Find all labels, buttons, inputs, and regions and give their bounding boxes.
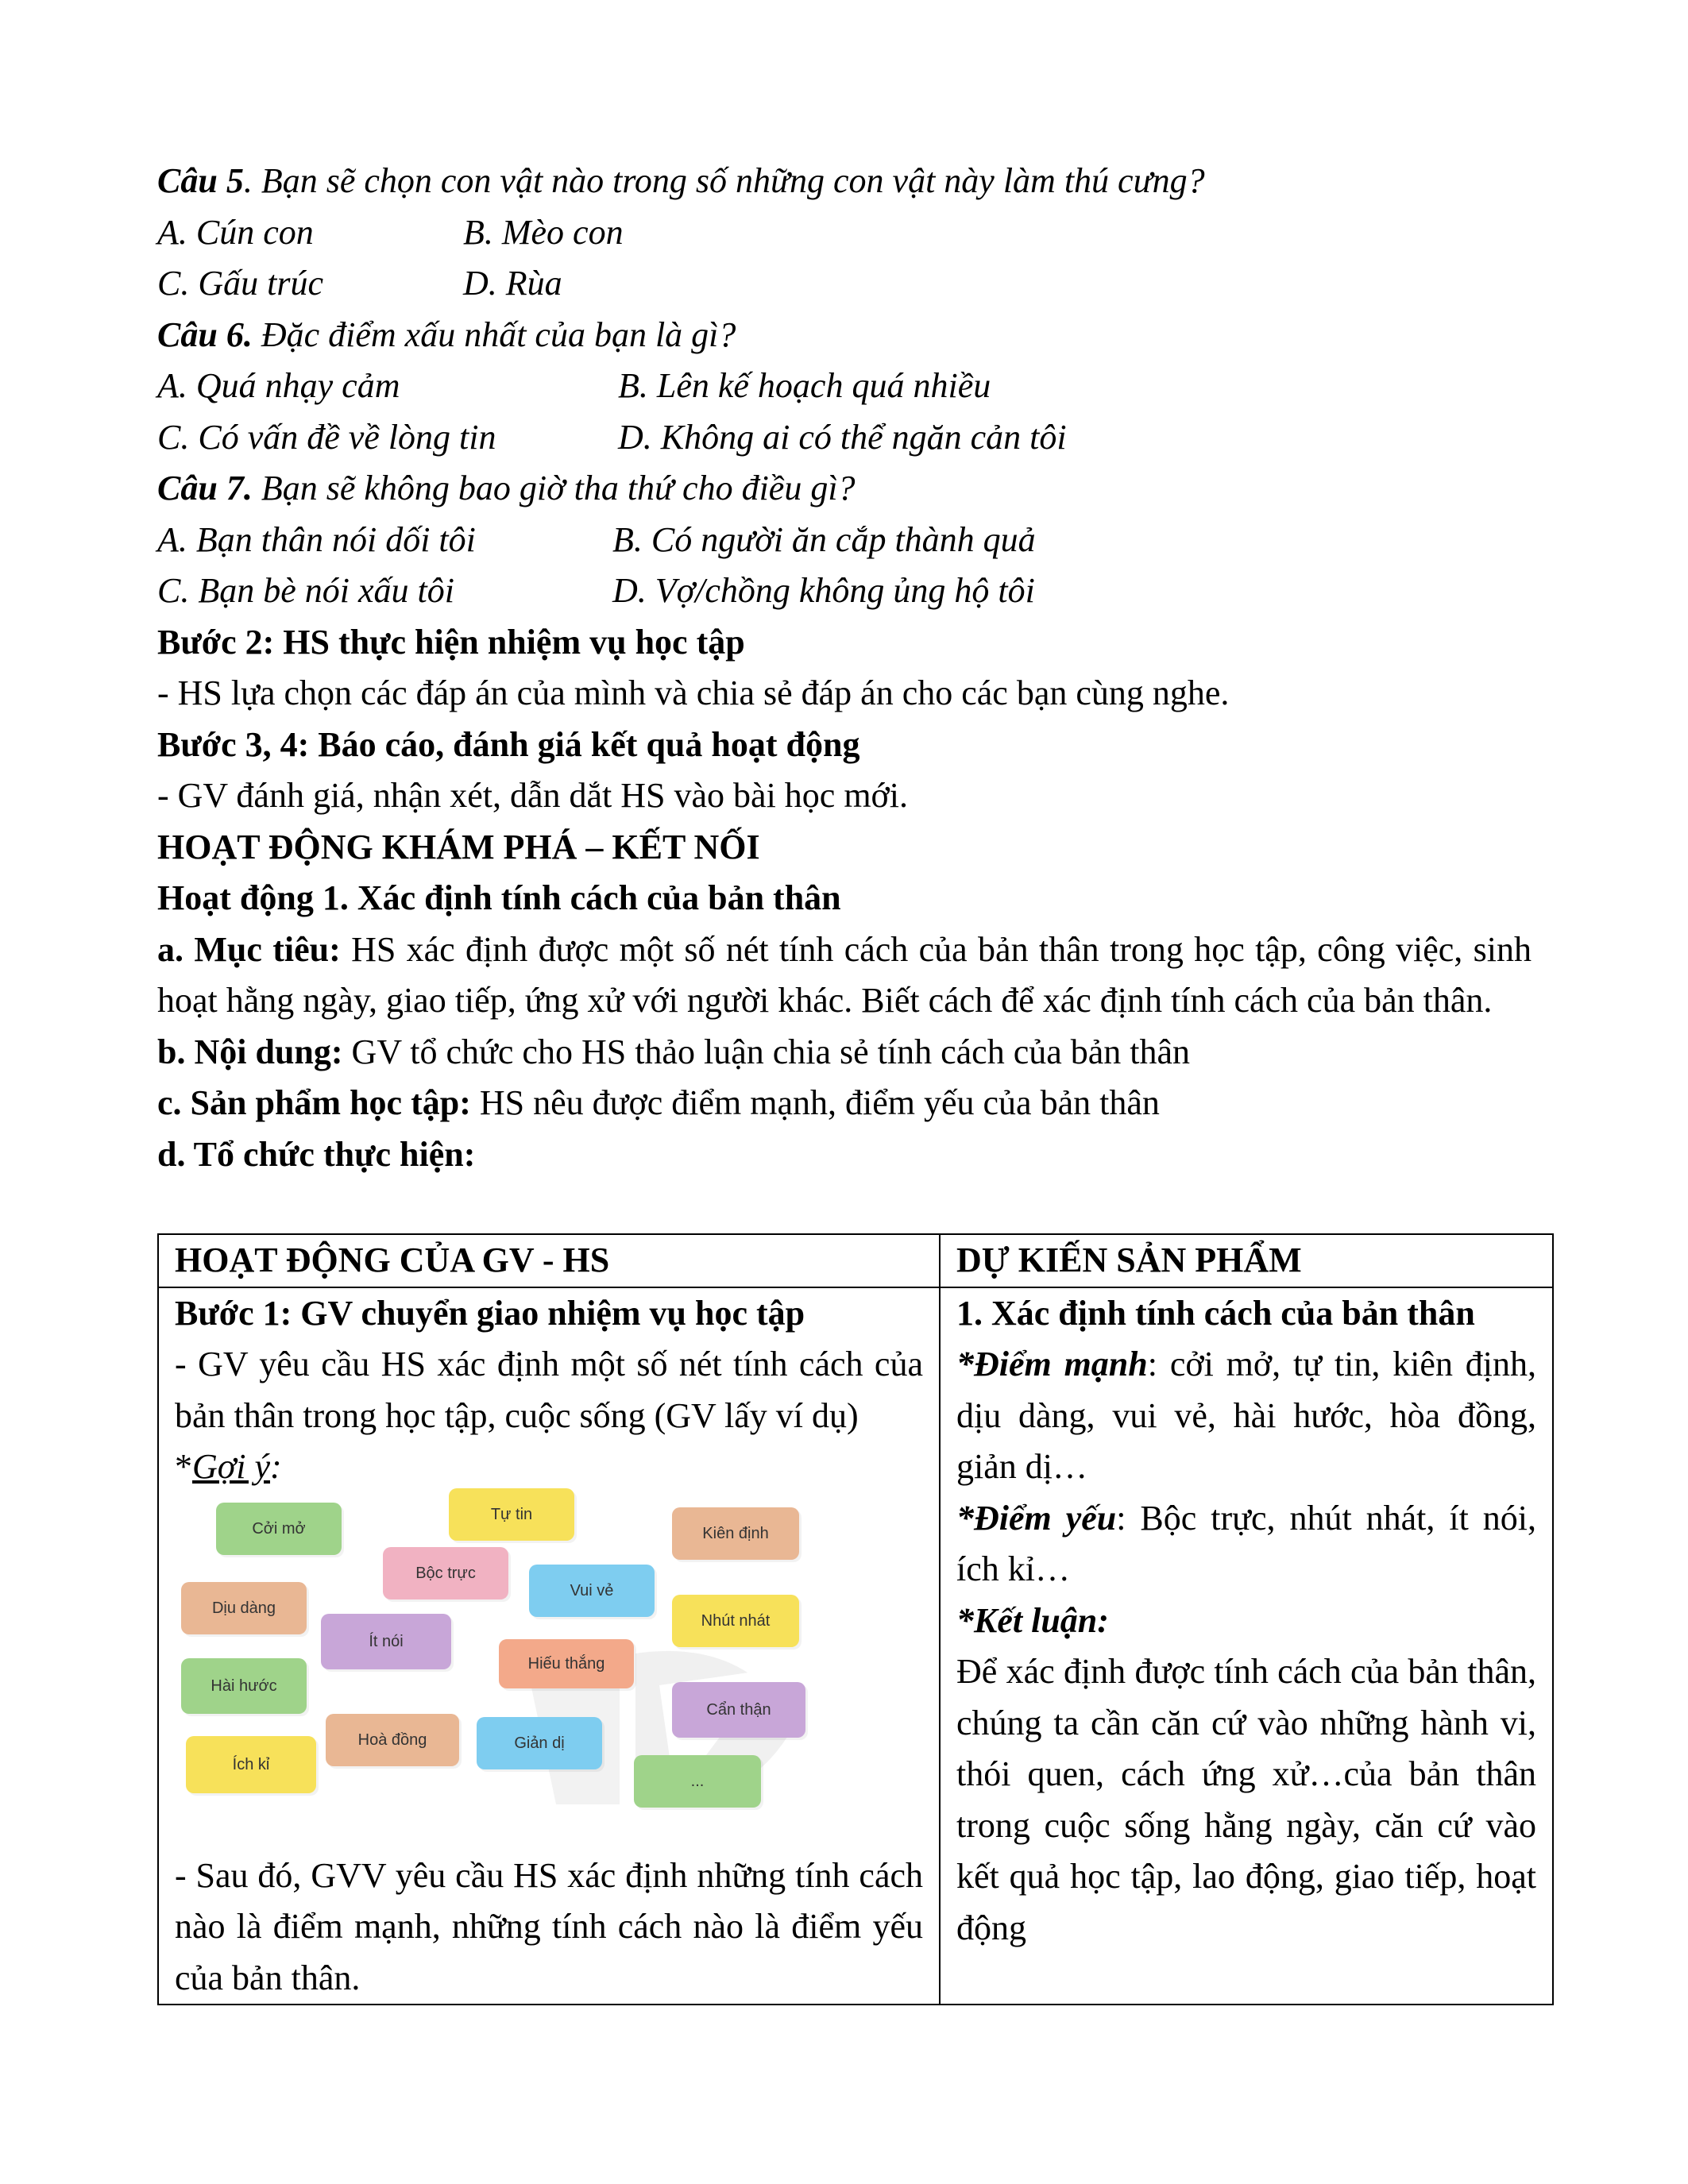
question-7-options-row-1 <box>157 515 1532 566</box>
hint-colon: : <box>270 1447 282 1486</box>
question-7-text: Bạn sẽ không bao giờ tha thứ cho điều gì? <box>252 469 856 507</box>
activity-1-content <box>157 1027 1532 1078</box>
chip-kien-dinh: Kiên định <box>672 1507 799 1560</box>
content-text: GV tổ chức cho HS thảo luận chia sẻ tính cách của bản thân <box>342 1032 1191 1071</box>
goal-text: HS xác định được một số nét tính cách của bản thân trong học tập, công việc, sinh hoạt hằng ngày, giao tiếp, ứng xử với người khác. Biết cách để xác định tính cách của bản thân. <box>157 929 1532 1020</box>
question-6 <box>157 310 1532 361</box>
activity-1-product <box>157 1078 1532 1129</box>
q6-option-a: A. Quá nhạy cảm <box>157 366 400 405</box>
activity-table <box>157 1233 1554 2005</box>
table-body-row <box>158 1287 1553 2005</box>
product-text: HS nêu được điểm mạnh, điểm yếu của bản thân <box>470 1083 1160 1122</box>
question-5 <box>157 156 1532 207</box>
question-5-text: . Bạn sẽ chọn con vật nào trong số những con vật này làm thú cưng? <box>243 161 1205 200</box>
question-7-options-row-2 <box>157 565 1532 617</box>
chip-gian-di: Giản dị <box>477 1717 602 1769</box>
chip-boc-truc: Bộc trực <box>383 1547 508 1599</box>
q7-option-d: D. Vợ/chồng không ủng hộ tôi <box>612 571 1035 610</box>
weaknesses-text: : Bộc trực, nhút nhát, ít nói, ích kỉ… <box>956 1498 1536 1588</box>
hint-line <box>175 1441 923 1493</box>
q7-option-a: A. Bạn thân nói dối tôi <box>157 519 476 559</box>
conclusion-text: Để xác định được tính cách của bản thân, chúng ta cần căn cứ vào những hành vi, thói quen, cách ứng xử…của bản thân trong cuộc sống hằng ngày, căn cứ vào kết quả học tập, lao động, giao tiếp, hoạt động <box>956 1652 1536 1947</box>
question-7 <box>157 463 1532 515</box>
step-3-4-heading: Bước 3, 4: Báo cáo, đánh giá kết quả hoạt động <box>157 724 860 764</box>
chip-nhut-nhat: Nhút nhát <box>672 1595 799 1647</box>
weaknesses <box>956 1493 1536 1596</box>
chip-tu-tin: Tự tin <box>449 1488 574 1541</box>
question-5-options-row-1 <box>157 207 1532 259</box>
q5-option-d: D. Rùa <box>463 264 562 303</box>
teacher-followup: - Sau đó, GVV yêu cầu HS xác định những tính cách nào là điểm mạnh, những tính cách nào là điểm yếu của bản thân. <box>175 1855 923 1997</box>
chip-more: ... <box>634 1755 761 1808</box>
chip-vui-ve: Vui vẻ <box>529 1565 655 1617</box>
table-cell-expected-product <box>940 1287 1553 2005</box>
question-6-options-row-2 <box>157 412 1532 464</box>
chip-hieu-thang: Hiếu thắng <box>499 1639 634 1688</box>
question-6-options-row-1 <box>157 361 1532 412</box>
q6-option-d: D. Không ai có thể ngăn cản tôi <box>618 417 1067 457</box>
step-3-4-text: - GV đánh giá, nhận xét, dẫn dắt HS vào bài học mới. <box>157 776 909 815</box>
activity-1-goal <box>157 924 1532 1027</box>
goal-label: a. Mục tiêu: <box>157 929 341 969</box>
question-7-label: Câu 7. <box>157 469 253 507</box>
table-header-right: DỰ KIẾN SẢN PHẨM <box>940 1234 1553 1287</box>
conclusion-label: *Kết luận: <box>956 1600 1109 1640</box>
strengths-label: *Điểm mạnh <box>956 1345 1148 1383</box>
section-heading: HOẠT ĐỘNG KHÁM PHÁ – KẾT NỐI <box>157 827 760 866</box>
table-header-row <box>158 1234 1553 1287</box>
activity-1-organization: d. Tổ chức thực hiện: <box>157 1134 476 1174</box>
question-5-options-row-2 <box>157 258 1532 310</box>
product-label: c. Sản phẩm học tập: <box>157 1083 471 1122</box>
teacher-request: - GV yêu cầu HS xác định một số nét tính cách của bản thân trong học tập, cuộc sống (GV lấy ví dụ) <box>175 1345 923 1435</box>
strengths-text: : cởi mở, tự tin, kiên định, dịu dàng, vui vẻ, hài hước, hòa đồng, giản dị… <box>956 1345 1536 1486</box>
step-2-text: - HS lựa chọn các đáp án của mình và chia sẻ đáp án cho các bạn cùng nghe. <box>157 673 1230 712</box>
chip-can-than: Cẩn thận <box>672 1682 805 1738</box>
chip-ich-ki: Ích kỉ <box>186 1736 316 1793</box>
weaknesses-label: *Điểm yếu <box>956 1498 1117 1538</box>
q5-option-a: A. Cún con <box>157 212 314 252</box>
product-title: 1. Xác định tính cách của bản thân <box>956 1293 1475 1333</box>
chip-it-noi: Ít nói <box>321 1614 451 1669</box>
table-cell-teacher-activity <box>158 1287 940 2005</box>
strengths <box>956 1339 1536 1493</box>
document-page <box>157 156 1532 1180</box>
chip-diu-dang: Dịu dàng <box>181 1582 307 1634</box>
table-header-left: HOẠT ĐỘNG CỦA GV - HS <box>158 1234 940 1287</box>
personality-chips-illustration <box>175 1503 842 1844</box>
q7-option-c: C. Bạn bè nói xấu tôi <box>157 571 454 610</box>
hint-label: Gợi ý <box>192 1447 271 1486</box>
q6-option-c: C. Có vấn đề về lòng tin <box>157 417 496 457</box>
step-1-heading: Bước 1: GV chuyển giao nhiệm vụ học tập <box>175 1293 805 1333</box>
question-5-label: Câu 5 <box>157 161 244 200</box>
content-label: b. Nội dung: <box>157 1032 343 1071</box>
chip-coi-mo: Cởi mở <box>216 1503 342 1555</box>
q5-option-b: B. Mèo con <box>463 212 624 252</box>
step-2-heading: Bước 2: HS thực hiện nhiệm vụ học tập <box>157 622 745 662</box>
question-6-text: Đặc điểm xấu nhất của bạn là gì? <box>252 314 736 354</box>
chip-hoa-dong: Hoà đồng <box>326 1714 459 1766</box>
q6-option-b: B. Lên kế hoạch quá nhiều <box>618 366 991 405</box>
question-6-label: Câu 6. <box>157 314 253 354</box>
q7-option-b: B. Có người ăn cắp thành quả <box>612 519 1036 559</box>
activity-1-title: Hoạt động 1. Xác định tính cách của bản thân <box>157 878 841 917</box>
q5-option-c: C. Gấu trúc <box>157 264 323 303</box>
chip-hai-huoc: Hài hước <box>181 1658 307 1714</box>
hint-star: * <box>175 1447 192 1486</box>
